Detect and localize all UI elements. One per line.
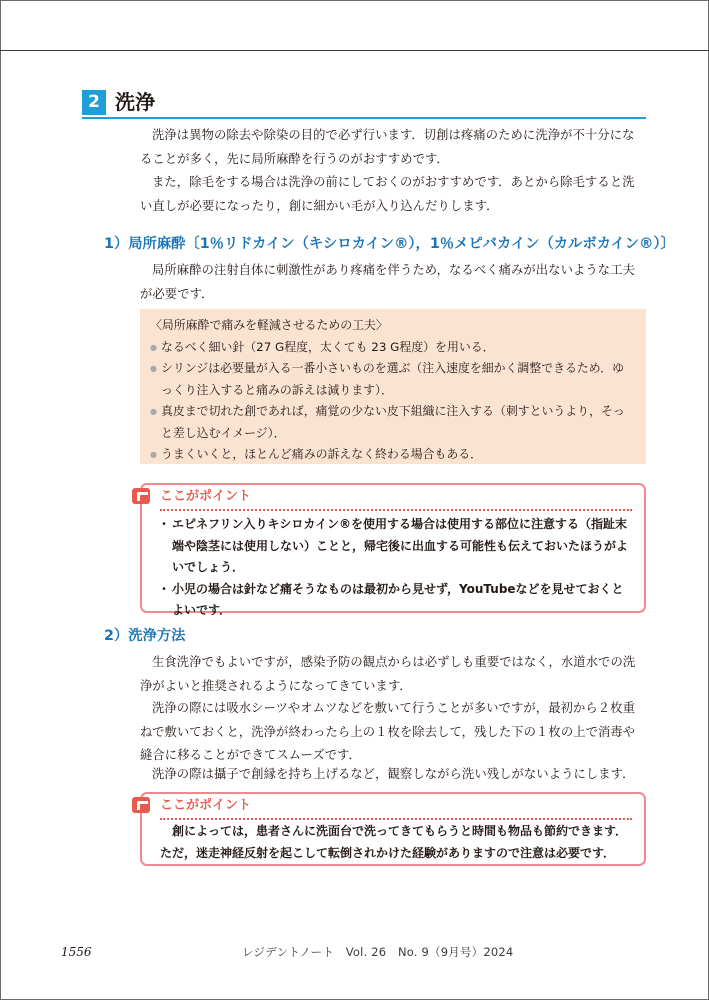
dotted-divider: [160, 818, 632, 820]
point-label: ここがポイント: [160, 798, 252, 813]
tips-item: ● 真皮まで切れた創であれば，痛覚の少ない皮下組織に注入する（刺すというより，そっと差し込むイメージ）．: [150, 401, 634, 444]
subsection-heading-washing: 2）洗浄方法: [104, 628, 186, 644]
subsection-heading-anesthesia: 1）局所麻酔〔1％リドカイン（キシロカイン®），1％メピバカイン（カルボカイン®）〕: [104, 236, 675, 252]
tips-list: [150, 337, 634, 466]
section-title: 洗浄: [115, 90, 155, 114]
journal-footer: レジデントノート Vol. 26 No. 9（9月号）2024: [242, 945, 514, 959]
washing-paragraph-2: 洗浄の際には吸水シーツやオムツなどを敷いて行うことが多いですが，最初から２枚重ねで敷いておくと，洗浄が終わったら上の１枚を除去して，残した下の１枚の上で消毒や縫合に移ることができてスムーズです．: [140, 701, 636, 762]
dotted-divider: [160, 509, 632, 511]
section-number: 2: [82, 90, 106, 115]
tips-item: ● シリンジは必要量が入る一番小さいものを選ぶ（注入速度を細かく調整できるため．ゆっくり注入すると痛みの訴えは減ります）．: [150, 358, 634, 401]
intro-paragraph-2: また，除毛をする場合は洗浄の前にしておくのがおすすめです．あとから除毛すると洗い直しが必要になったり，創に細かい毛が入り込んだりします．: [140, 175, 635, 213]
intro-paragraph-1: 洗浄は異物の除去や除染の目的で必ず行います．切創は疼痛のために洗浄が不十分になることが多く，先に局所麻酔を行うのがおすすめです．: [140, 128, 635, 166]
tips-item: ● なるべく細い針（27 G程度，太くても 23 G程度）を用いる．: [150, 337, 634, 359]
washing-paragraph-3: 洗浄の際は攝子で創縁を持ち上げるなど，観察しながら洗い残しがないようにします．: [152, 767, 635, 781]
page-number: 1556: [61, 945, 92, 959]
point-body: [160, 821, 634, 864]
tips-box: [140, 309, 646, 464]
tips-item: ● うまくいくと，ほとんど痛みの訴えなく終わる場合もある．: [150, 444, 634, 466]
pointing-hand-icon: [132, 488, 150, 504]
section-rule: [82, 117, 646, 119]
anesthesia-paragraph: 局所麻酔の注射自体に刺激性があり疼痛を伴うため，なるべく痛みが出ないような工夫が必要です．: [140, 263, 635, 301]
point-box-anesthesia: [140, 483, 646, 617]
point-item: ・ 小児の場合は針など痛そうなものは最初から見せず，YouTubeなどを見せておくとよいです．: [160, 579, 634, 622]
point-body: [160, 514, 634, 622]
section-heading: [82, 88, 646, 120]
pointing-hand-icon: [132, 797, 150, 813]
point-text: 創によっては，患者さんに洗面台で洗ってきてもらうと時間も物品も節約できます．ただ，迷走神経反射を起こして転倒されかけた経験がありますので注意は必要です．: [160, 824, 628, 860]
header-rule: [0, 50, 709, 51]
point-box-washing: [140, 792, 646, 866]
point-item: ・ エピネフリン入りキシロカイン®を使用する場合は使用する部位に注意する（指趾末端や陰茎には使用しない）ことと，帰宅後に出血する可能性も伝えておいたほうがよいでしょう．: [160, 514, 634, 579]
tips-title: 〈局所麻酔で痛みを軽減させるための工夫〉: [150, 318, 388, 332]
washing-paragraph-1: 生食洗浄でもよいですが，感染予防の観点からは必ずしも重要ではなく，水道水での洗浄がよいと推奨されるようになってきています．: [140, 655, 636, 693]
point-label: ここがポイント: [160, 489, 252, 504]
